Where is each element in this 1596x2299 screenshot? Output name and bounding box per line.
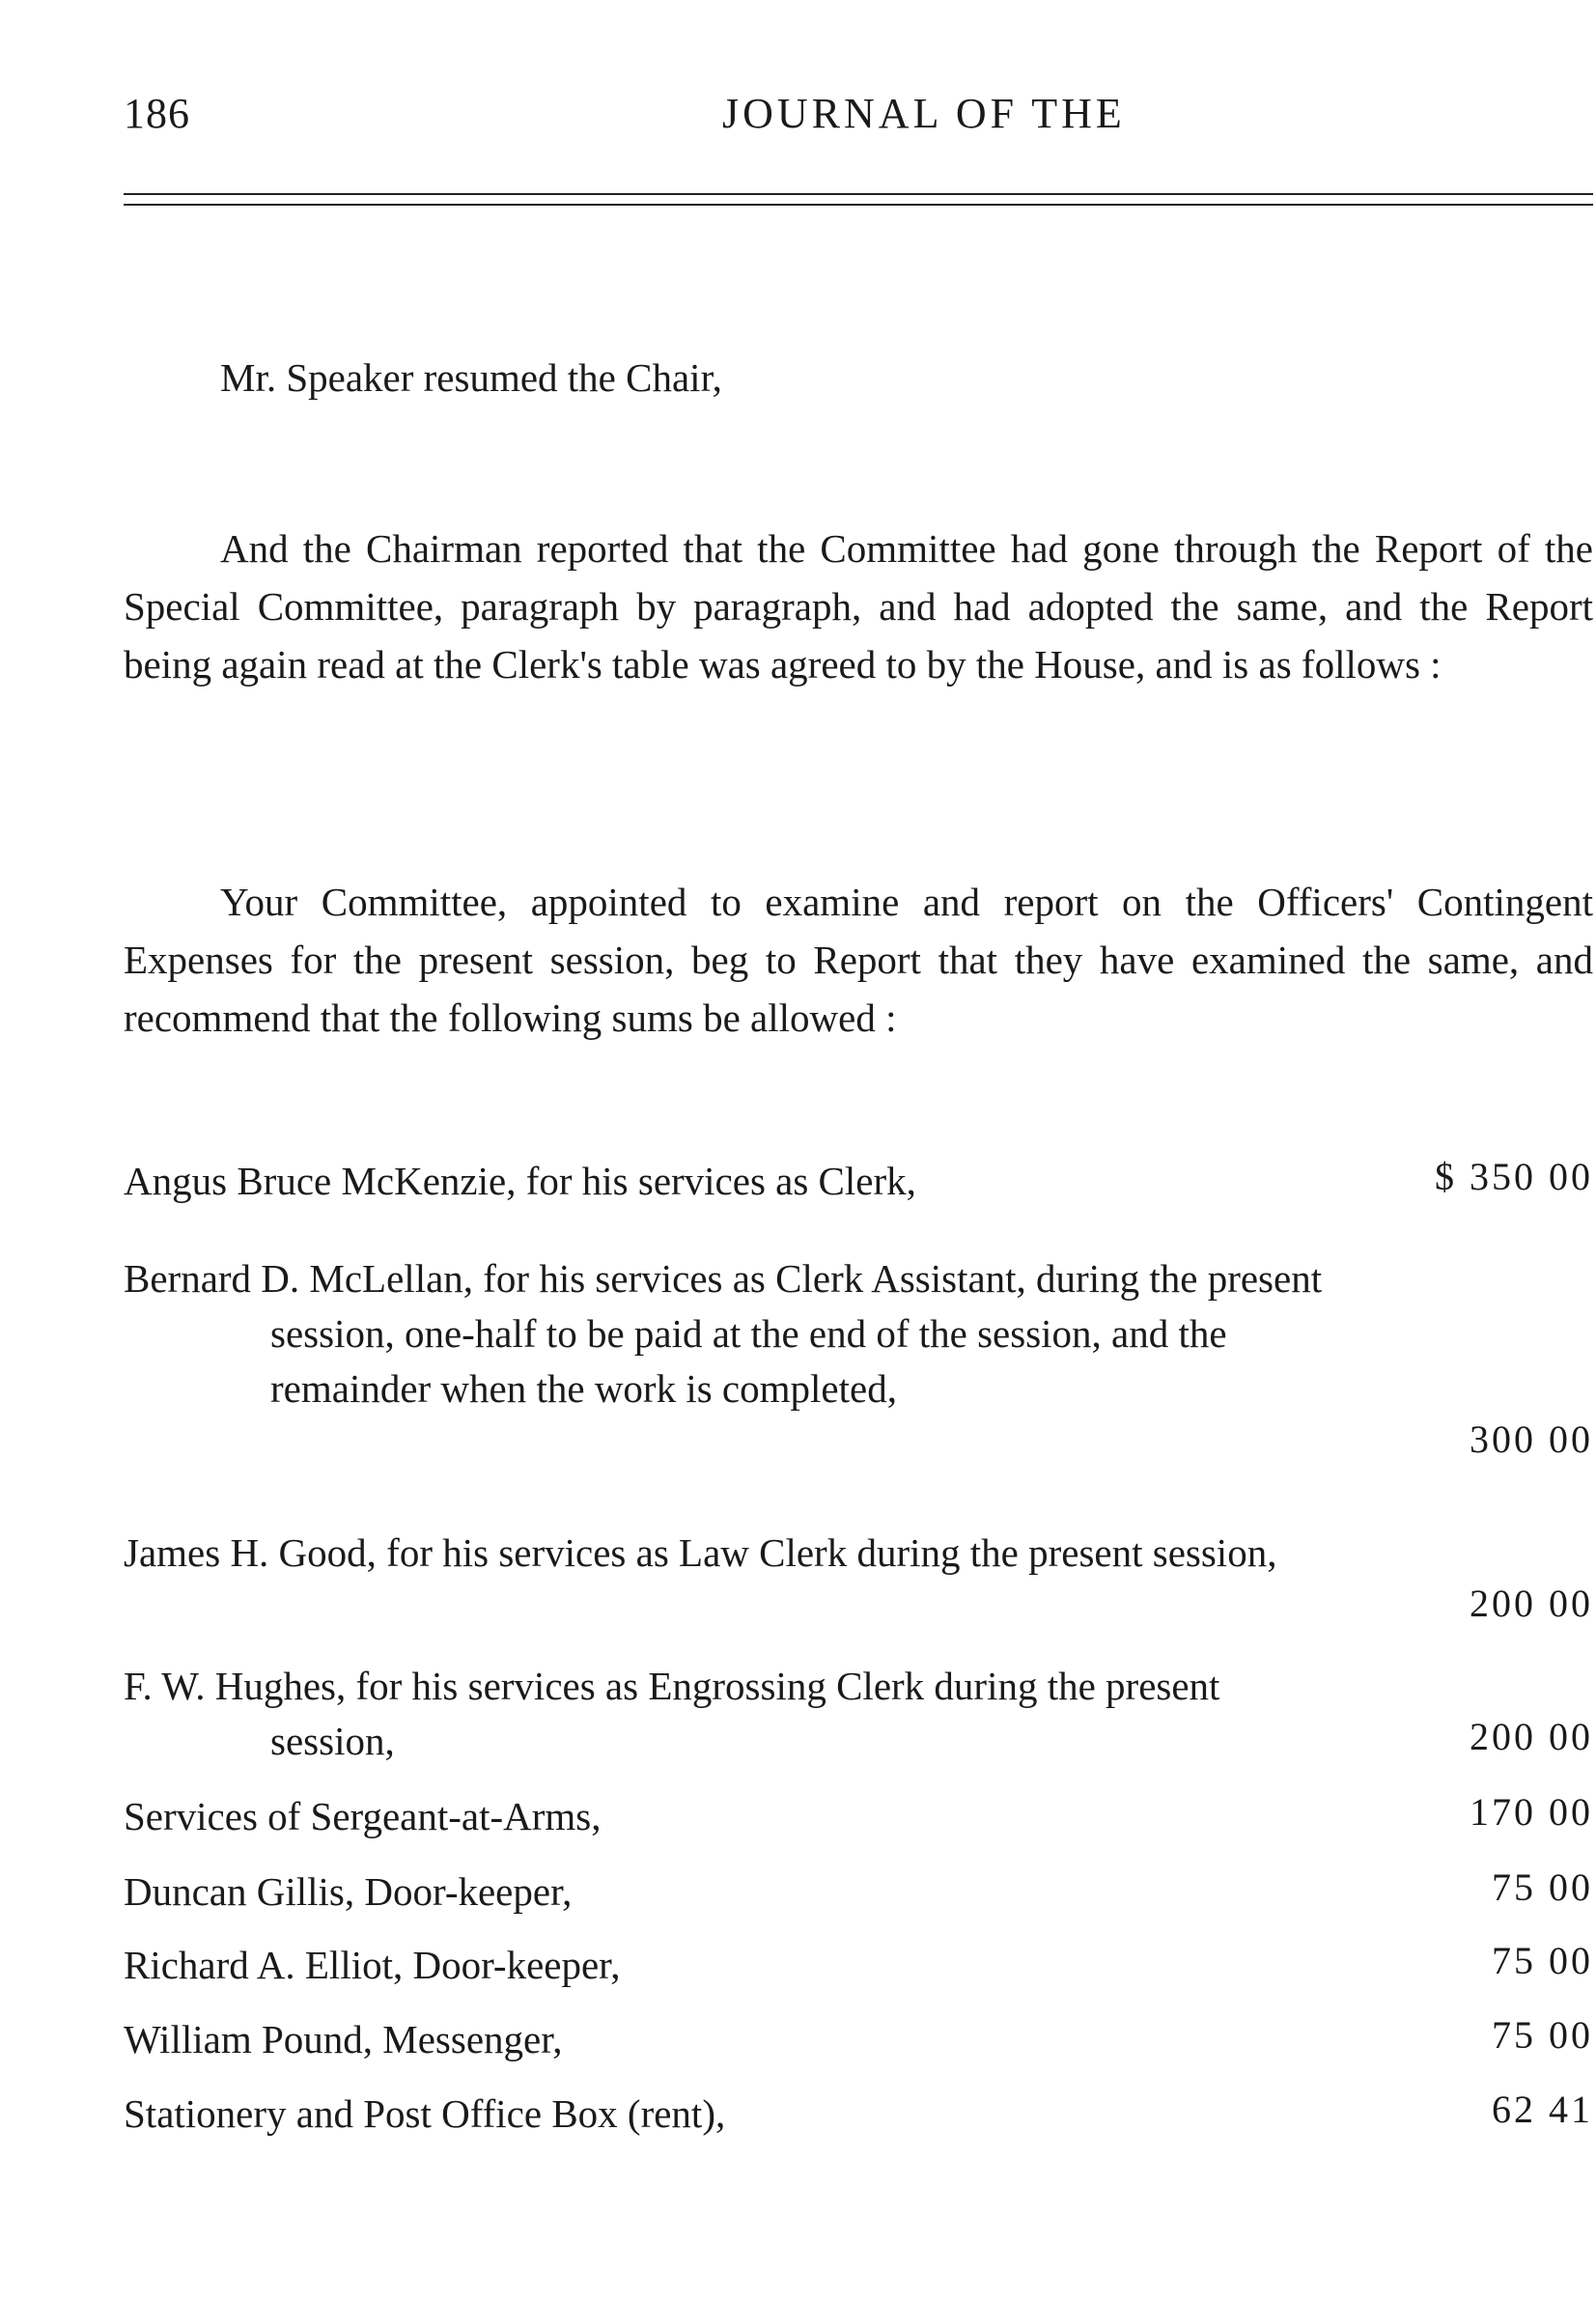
expense-amount: 170 00 [1470,1790,1593,1834]
expense-amount: 200 00 [1470,1582,1593,1625]
header-rule-bottom [124,204,1593,206]
page-number: 186 [124,90,190,137]
expense-description: Angus Bruce McKenzie, for his services as Clerk, [124,1159,916,1203]
expense-description: Stationery and Post Office Box (rent), [124,2091,726,2136]
committee-report-paragraph: Your Committee, appointed to examine and report on the Officers' Contingent Expenses for the present session, beg to Report that they have examined the same, and recommend that the following sums be allowed : [124,880,1593,1040]
expense-amount: 75 00 [1492,1865,1593,1909]
header-rule-top [124,193,1593,195]
expense-description: James H. Good, for his services as Law Clerk during the present session, [124,1530,1277,1575]
expense-description: Services of Sergeant-at-Arms, [124,1794,602,1838]
expense-amount: $ 350 00 [1435,1155,1593,1198]
expense-description: Duncan Gillis, Door-keeper, [124,1869,573,1914]
expense-amount: 62 41 [1492,2088,1593,2131]
expense-amount: 75 00 [1492,1939,1593,1982]
running-head: JOURNAL OF THE [722,90,1126,137]
speaker-resumed-paragraph: Mr. Speaker resumed the Chair, [220,355,722,400]
expense-amount: 75 00 [1492,2013,1593,2057]
expense-description: William Pound, Messenger, [124,2017,563,2061]
chairman-report-paragraph: And the Chairman reported that the Committee had gone through the Report of the Special Committee, paragraph by paragraph, and had adopted the same, and the Report being again read at the Clerk's table was agreed to by the House, and is as follows : [124,526,1593,687]
page-header [124,89,1437,147]
expense-amount: 200 00 [1470,1715,1593,1758]
expense-description: F. W. Hughes, for his services as Engrossing Clerk during the present session, [124,1664,1220,1763]
expense-amount: 300 00 [1470,1417,1593,1461]
expense-description: Bernard D. McLellan, for his services as Clerk Assistant, during the present session, one-half to be paid at the end of the session, and the remainder when the work is completed, [124,1256,1323,1411]
expense-description: Richard A. Elliot, Door-keeper, [124,1943,621,1987]
